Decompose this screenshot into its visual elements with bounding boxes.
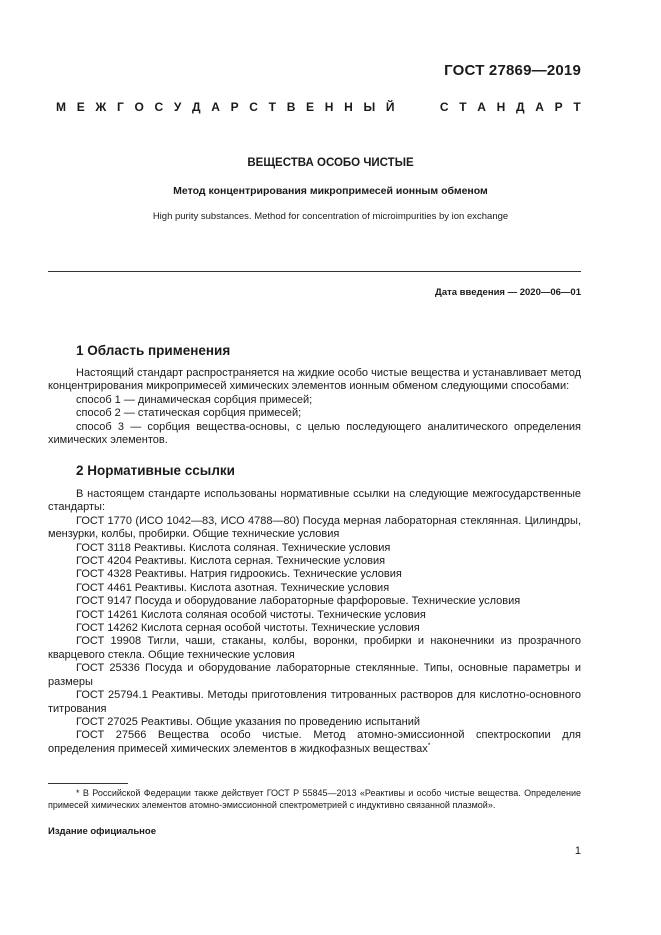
reference-item: ГОСТ 14262 Кислота серная особой чистоты. Технические условия <box>76 622 420 635</box>
reference-item: ГОСТ 25336 Посуда и оборудование лабораторные стеклянные. Типы, основные параметры и размеры <box>48 662 581 688</box>
section-2-heading: 2 Нормативные ссылки <box>76 463 235 478</box>
standard-number: ГОСТ 27869—2019 <box>444 62 581 79</box>
banner-letter: Т <box>268 100 276 114</box>
banner-letter: У <box>173 100 182 114</box>
reference-item: ГОСТ 27025 Реактивы. Общие указания по проведению испытаний <box>76 715 421 728</box>
banner-letter: Ы <box>363 100 376 114</box>
banner-letter: Р <box>554 100 563 114</box>
banner-letter: Г <box>116 100 124 114</box>
reference-text: ГОСТ 27566 Вещества особо чистые. Метод атомно-эмиссионной спектроскопии для определения примесей химических элементов в жидкофазных веществах <box>48 729 581 755</box>
method-item: способ 1 — динамическая сорбция примесей; <box>76 393 313 406</box>
section-1-paragraph: Настоящий стандарт распространяется на жидкие особо чистые вещества и устанавливает метод концентрирования микропримесей химических элементов ионным обменом следующими способами: <box>48 367 581 393</box>
footnote-mark: * <box>76 788 80 798</box>
document-title-english: High purity substances. Method for concentration of microimpurities by ion exchange <box>152 211 509 222</box>
banner-letter: А <box>535 100 544 114</box>
banner-letter: А <box>211 100 220 114</box>
section-2-intro: В настоящем стандарте использованы нормативные ссылки на следующие межгосударственные стандарты: <box>48 488 581 514</box>
banner-letter: Т <box>573 100 581 114</box>
banner-word-gap <box>405 100 429 114</box>
section-2-body <box>48 488 581 756</box>
banner-letter: М <box>56 100 66 114</box>
banner-letter: Н <box>344 100 353 114</box>
reference-item: ГОСТ 3118 Реактивы. Кислота соляная. Технические условия <box>76 541 391 554</box>
banner-letter: О <box>134 100 144 114</box>
banner-letter: Д <box>191 100 201 114</box>
reference-item: ГОСТ 14261 Кислота соляная особой чистоты. Технические условия <box>76 608 426 621</box>
banner-letter: А <box>477 100 486 114</box>
method-item: способ 2 — статическая сорбция примесей; <box>76 407 302 420</box>
reference-item: ГОСТ 4461 Реактивы. Кислота азотная. Технические условия <box>76 581 390 594</box>
title-divider <box>48 271 581 272</box>
reference-item: ГОСТ 19908 Тигли, чаши, стаканы, колбы, воронки, пробирки и наконечники из прозрачного кварцевого стекла. Общие технические условия <box>48 635 581 661</box>
footnote-text <box>48 788 581 812</box>
banner-letter: С <box>154 100 164 114</box>
reference-item: ГОСТ 4204 Реактивы. Кислота серная. Технические условия <box>76 555 386 568</box>
banner-letter: Й <box>385 100 395 114</box>
footnote-divider <box>48 783 128 784</box>
banner-letter: Д <box>516 100 525 114</box>
section-1-heading: 1 Область применения <box>76 343 231 358</box>
introduction-date: Дата введения — 2020—06—01 <box>435 287 581 298</box>
interstate-standard-banner <box>56 100 581 114</box>
reference-item: ГОСТ 25794.1 Реактивы. Методы приготовления титрованных растворов для кислотно-основного титрования <box>48 689 581 715</box>
document-subtitle: Метод концентрирования микропримесей ионным обменом <box>173 185 488 197</box>
footnote-reference[interactable]: * <box>427 742 431 750</box>
method-item: способ 3 — сорбция вещества-основы, с целью последующего аналитического определения химических элементов. <box>48 420 581 447</box>
footnote-body: В Российской Федерации также действует ГОСТ Р 55845—2013 «Реактивы и особо чистые вещества. Определение примесей химических элементов атомно-эмиссионной спектрометрией с индуктивно связанной плазмой». <box>48 788 581 810</box>
banner-letter: Н <box>324 100 334 114</box>
footnote <box>48 788 581 812</box>
document-title: ВЕЩЕСТВА ОСОБО ЧИСТЫЕ <box>247 157 414 169</box>
banner-letter: Т <box>459 100 467 114</box>
banner-letter: С <box>439 100 449 114</box>
reference-item: ГОСТ 4328 Реактивы. Натрия гидроокись. Технические условия <box>76 568 402 581</box>
official-edition-label: Издание официальное <box>48 826 156 837</box>
banner-letter: Н <box>496 100 506 114</box>
banner-letter: Р <box>230 100 239 114</box>
reference-item <box>48 729 581 756</box>
reference-item: ГОСТ 1770 (ИСО 1042—83, ИСО 4788—80) Посуда мерная лабораторная стеклянная. Цилиндры, мензурки, колбы, пробирки. Общие технические условия <box>48 514 581 541</box>
banner-letter: С <box>249 100 258 114</box>
section-1-body <box>48 367 581 447</box>
reference-item: ГОСТ 9147 Посуда и оборудование лабораторные фарфоровые. Технические условия <box>76 595 521 608</box>
banner-letter: В <box>286 100 296 114</box>
banner-letter: Е <box>306 100 315 114</box>
page-number: 1 <box>574 845 581 857</box>
banner-letter: Е <box>76 100 85 114</box>
banner-letter: Ж <box>95 100 107 114</box>
